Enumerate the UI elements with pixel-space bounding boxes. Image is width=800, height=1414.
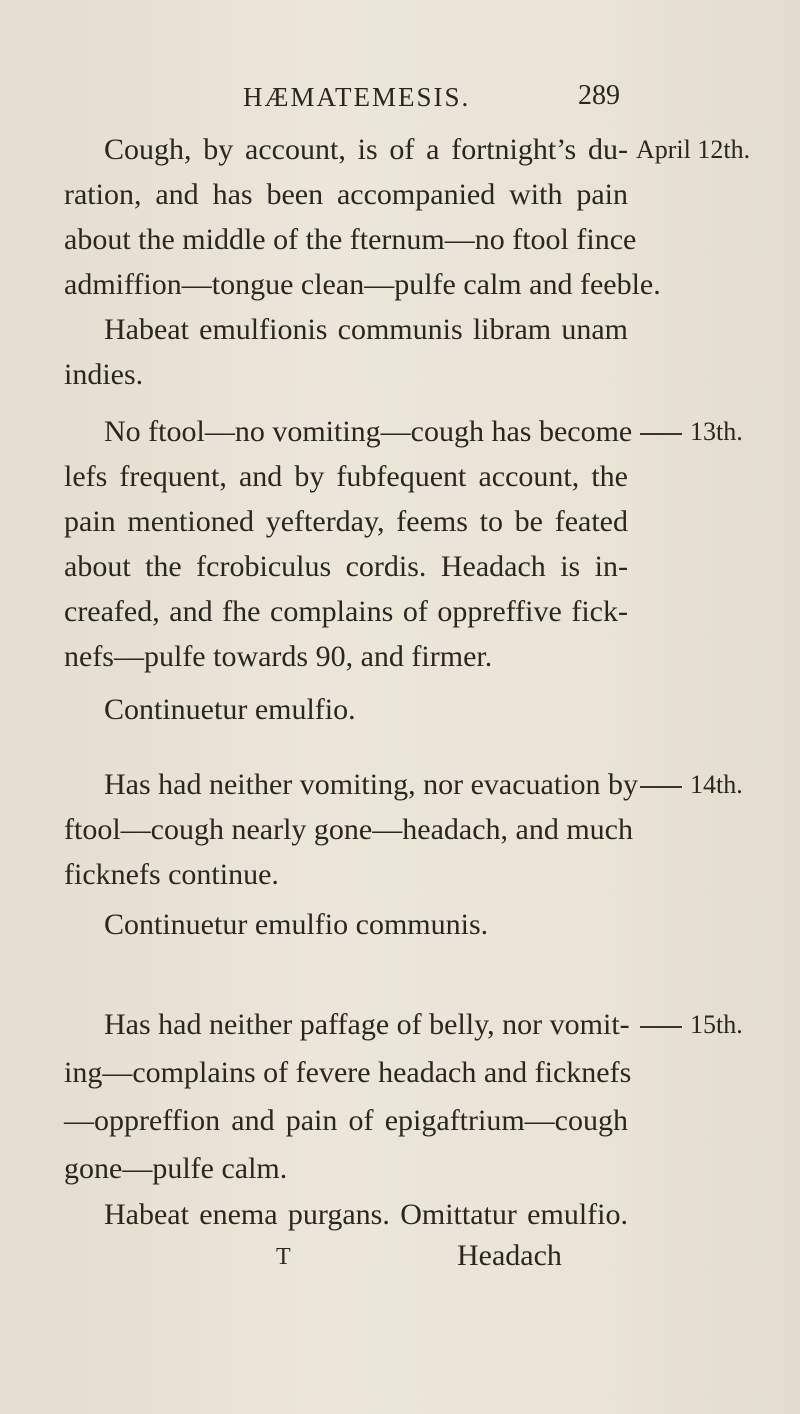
entry-date-label: 15th.	[690, 1010, 743, 1039]
text-line: ration, and has been accompanied with pain	[64, 178, 628, 211]
text-line: Habeat enema purgans. Omittatur emulfio.	[104, 1198, 628, 1231]
text-line: admiffion—tongue clean—pulfe calm and feeble.	[64, 268, 661, 301]
page-header	[0, 78, 800, 118]
text-line: about the fcrobiculus cordis. Headach is in-	[64, 550, 628, 583]
text-line: creafed, and fhe complains of oppreffive fick-	[64, 595, 628, 628]
text-line: ftool—cough nearly gone—headach, and much	[64, 813, 633, 846]
entry-date-label: April 12th.	[636, 135, 751, 164]
signature-mark: T	[276, 1244, 291, 1270]
entry-date	[640, 412, 743, 452]
text-line: ficknefs continue.	[64, 858, 279, 891]
date-dash	[640, 433, 682, 435]
entry-date-label: 14th.	[690, 770, 743, 799]
text-line: Continuetur emulfio.	[104, 693, 356, 726]
text-line: ing—complains of fevere headach and ficknefs	[64, 1056, 632, 1089]
text-line: lefs frequent, and by fubfequent account, the	[64, 460, 628, 493]
entry-date	[640, 1005, 743, 1045]
text-line: about the middle of the fternum—no ftool fince	[64, 223, 637, 256]
text-line: —oppreffion and pain of epigaftrium—cough	[64, 1104, 628, 1137]
date-dash	[640, 1026, 682, 1028]
entry-date	[636, 130, 750, 170]
text-line: Continuetur emulfio communis.	[104, 908, 489, 941]
running-head: HÆMATEMESIS.	[243, 82, 471, 112]
text-line: Habeat emulfionis communis libram unam	[104, 313, 628, 346]
text-line: indies.	[64, 358, 144, 391]
entry-date-label: 13th.	[690, 417, 743, 446]
entry-date	[640, 765, 743, 805]
text-line: Has had neither vomiting, nor evacuation by	[104, 768, 639, 801]
text-line: Cough, by account, is of a fortnight’s du-	[104, 133, 628, 166]
text-line: gone—pulfe calm.	[64, 1152, 288, 1185]
text-line: nefs—pulfe towards 90, and firmer.	[64, 640, 493, 673]
catchword: Headach	[457, 1239, 562, 1272]
text-line: No ftool—no vomiting—cough has become	[104, 415, 633, 448]
text-line: pain mentioned yefterday, feems to be feated	[64, 505, 628, 538]
page-number: 289	[578, 80, 620, 111]
text-line: Has had neither paffage of belly, nor vomit-	[104, 1008, 630, 1041]
date-dash	[640, 786, 682, 788]
